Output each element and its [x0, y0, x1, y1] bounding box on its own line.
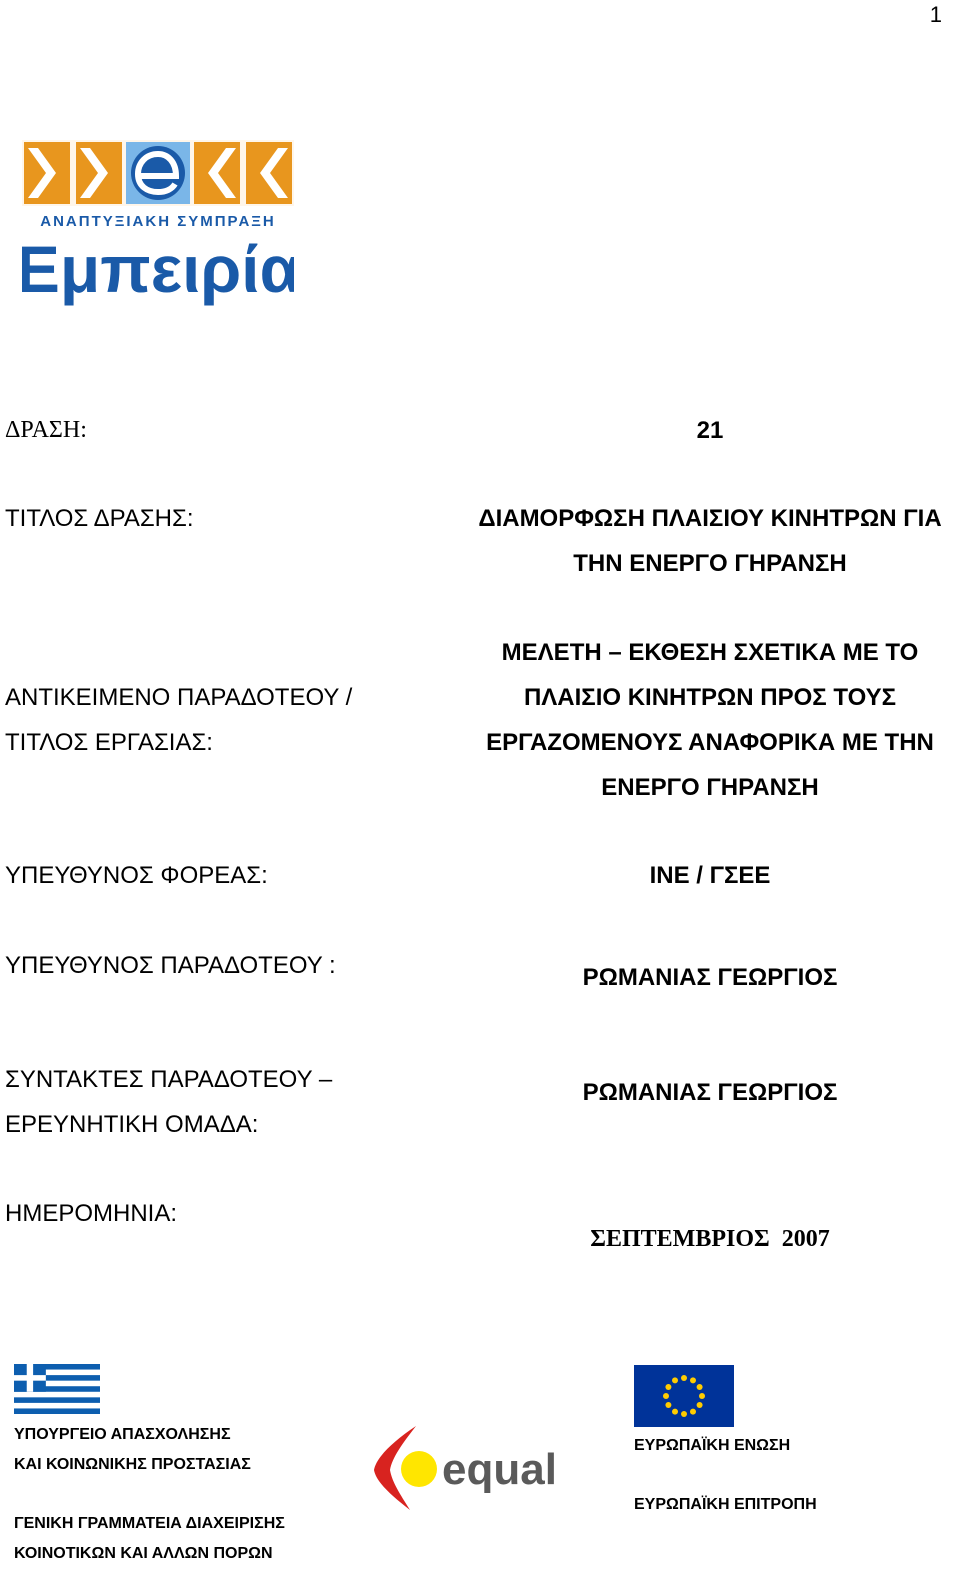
- equal-logo-graphic: [370, 1420, 570, 1515]
- responsible-body-value: ΙΝΕ / ΓΣΕΕ: [649, 862, 771, 889]
- responsible-deliverable-label: ΥΠΕΥΘΥΝΟΣ ΠΑΡΑΔΟΤΕΟΥ :: [5, 952, 336, 979]
- deliverable-value-line: ΕΡΓΑΖΟΜΕΝΟΥΣ ΑΝΑΦΟΡΙΚΑ ΜΕ ΤΗΝ: [486, 729, 934, 756]
- action-title-line: ΤΗΝ ΕΝΕΡΓΟ ΓΗΡΑΝΣΗ: [573, 550, 847, 577]
- action-title-label: ΤΙΤΛΟΣ ΔΡΑΣΗΣ:: [5, 505, 194, 532]
- action-title-line: ΔΙΑΜΟΡΦΩΣΗ ΠΛΑΙΣΙΟΥ ΚΙΝΗΤΡΩΝ ΓΙΑ: [478, 505, 942, 532]
- eu-union-text: ΕΥΡΩΠΑΪΚΗ ΕΝΩΣΗ: [634, 1437, 791, 1454]
- logo-tagline: ΑΝΑΠΤΥΞΙΑΚΗ ΣΥΜΠΡΑΞΗ: [40, 213, 276, 230]
- deliverable-label-line: ΤΙΤΛΟΣ ΕΡΓΑΣΙΑΣ:: [5, 729, 213, 756]
- date-value: ΣΕΠΤΕΜΒΡΙΟΣ 2007: [590, 1226, 830, 1252]
- date-label: ΗΜΕΡΟΜΗΝΙΑ:: [5, 1200, 178, 1227]
- deliverable-value-line: ΕΝΕΡΓΟ ΓΗΡΑΝΣΗ: [601, 774, 819, 801]
- ministry-text: [14, 1420, 251, 1480]
- deliverable-value: [460, 630, 960, 810]
- deliverable-label-line: ΑΝΤΙΚΕΙΜΕΝΟ ΠΑΡΑΔΟΤΕΟΥ /: [5, 684, 353, 711]
- secretariat-text: [14, 1509, 285, 1569]
- action-value: 21: [696, 417, 724, 444]
- secretariat-line: ΓΕΝΙΚΗ ΓΡΑΜΜΑΤΕΙΑ ΔΙΑΧΕΙΡΙΣΗΣ: [14, 1515, 285, 1532]
- ministry-line: ΥΠΟΥΡΓΕΙΟ ΑΠΑΣΧΟΛΗΣΗΣ: [14, 1426, 231, 1443]
- deliverable-value-line: ΜΕΛΕΤΗ – ΕΚΘΕΣΗ ΣΧΕΤΙΚΑ ΜΕ ΤΟ: [501, 639, 919, 666]
- empeiria-logo-graphic: [22, 140, 294, 310]
- page-number: 1: [929, 2, 942, 27]
- eu-flag: [634, 1365, 734, 1432]
- action-label: ΔΡΑΣΗ:: [5, 417, 87, 443]
- secretariat-line: ΚΟΙΝΟΤΙΚΩΝ ΚΑΙ ΑΛΛΩΝ ΠΟΡΩΝ: [14, 1545, 273, 1562]
- authors-label-line: ΕΡΕΥΝΗΤΙΚΗ ΟΜΑΔΑ:: [5, 1111, 259, 1138]
- empeiria-logo: [22, 140, 294, 310]
- eu-commission-text: ΕΥΡΩΠΑΪΚΗ ΕΠΙΤΡΟΠΗ: [634, 1496, 817, 1513]
- authors-value: ΡΩΜΑΝΙΑΣ ΓΕΩΡΓΙΟΣ: [582, 1079, 838, 1106]
- action-title-value: [460, 496, 960, 586]
- equal-logo-text: equal: [442, 1445, 557, 1494]
- responsible-body-label: ΥΠΕΥΘΥΝΟΣ ΦΟΡΕΑΣ:: [5, 862, 268, 889]
- deliverable-label: [5, 675, 352, 765]
- logo-name: Εμπειρία: [22, 232, 294, 306]
- equal-logo: [370, 1420, 570, 1520]
- deliverable-value-line: ΠΛΑΙΣΙΟ ΚΙΝΗΤΡΩΝ ΠΡΟΣ ΤΟΥΣ: [523, 684, 897, 711]
- authors-label: [5, 1057, 332, 1147]
- greek-flag-graphic: [14, 1364, 100, 1414]
- authors-label-line: ΣΥΝΤΑΚΤΕΣ ΠΑΡΑΔΟΤΕΟΥ –: [5, 1066, 333, 1093]
- greek-flag: [14, 1364, 100, 1419]
- ministry-line: ΚΑΙ ΚΟΙΝΩΝΙΚΗΣ ΠΡΟΣΤΑΣΙΑΣ: [14, 1456, 251, 1473]
- responsible-deliverable-value: ΡΩΜΑΝΙΑΣ ΓΕΩΡΓΙΟΣ: [582, 964, 838, 991]
- eu-flag-graphic: [634, 1365, 734, 1427]
